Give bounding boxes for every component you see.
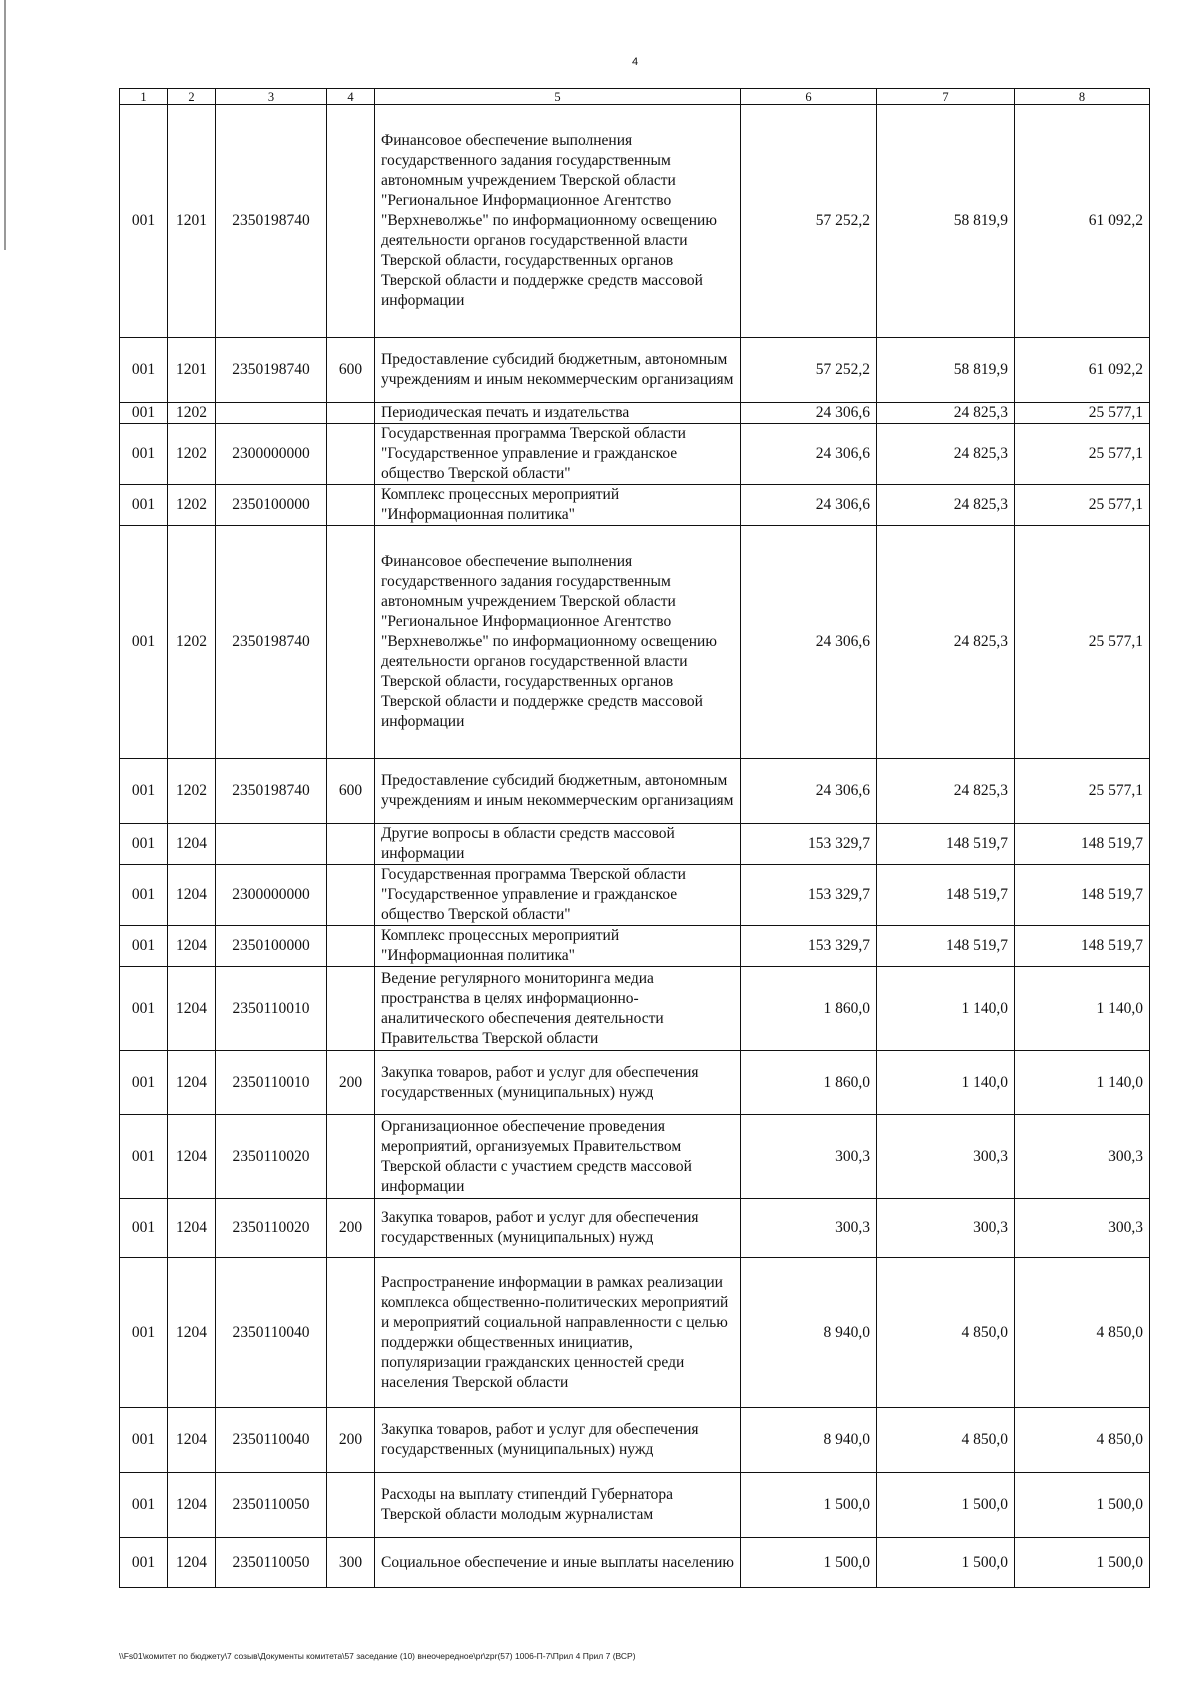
expense-type-code xyxy=(327,1115,375,1199)
table-row xyxy=(120,1115,1150,1199)
table-row xyxy=(120,526,1150,759)
target-article-code: 2300000000 xyxy=(216,424,327,485)
expense-type-code xyxy=(327,926,375,967)
amount-year-3: 61 092,2 xyxy=(1015,105,1150,338)
section-code: 1204 xyxy=(168,865,216,926)
target-article-code: 2350100000 xyxy=(216,926,327,967)
table-row xyxy=(120,338,1150,403)
amount-year-3: 25 577,1 xyxy=(1015,759,1150,824)
amount-year-1: 1 500,0 xyxy=(741,1538,877,1588)
expense-type-code xyxy=(327,865,375,926)
item-description: Социальное обеспечение и иные выплаты населению xyxy=(375,1538,741,1588)
amount-year-3: 1 140,0 xyxy=(1015,1051,1150,1115)
expense-type-code xyxy=(327,824,375,865)
column-number: 6 xyxy=(741,89,877,105)
target-article-code: 2350110010 xyxy=(216,967,327,1051)
amount-year-2: 58 819,9 xyxy=(877,105,1015,338)
ministry-code: 001 xyxy=(120,759,168,824)
target-article-code: 2350110040 xyxy=(216,1258,327,1408)
amount-year-1: 24 306,6 xyxy=(741,403,877,424)
section-code: 1204 xyxy=(168,1538,216,1588)
amount-year-1: 57 252,2 xyxy=(741,338,877,403)
item-description: Ведение регулярного мониторинга медиа пространства в целях информационно-аналитического обеспечения деятельности Правительства Тверской области xyxy=(375,967,741,1051)
section-code: 1204 xyxy=(168,824,216,865)
ministry-code: 001 xyxy=(120,485,168,526)
ministry-code: 001 xyxy=(120,424,168,485)
item-description: Закупка товаров, работ и услуг для обеспечения государственных (муниципальных) нужд xyxy=(375,1051,741,1115)
ministry-code: 001 xyxy=(120,1473,168,1538)
amount-year-2: 24 825,3 xyxy=(877,759,1015,824)
item-description: Предоставление субсидий бюджетным, автономным учреждениям и иным некоммерческим организациям xyxy=(375,338,741,403)
section-code: 1204 xyxy=(168,1199,216,1258)
item-description: Государственная программа Тверской области "Государственное управление и гражданское общество Тверской области" xyxy=(375,865,741,926)
table-row xyxy=(120,403,1150,424)
column-number: 2 xyxy=(168,89,216,105)
table-row xyxy=(120,1408,1150,1473)
table-body xyxy=(120,89,1150,1588)
expense-type-code xyxy=(327,105,375,338)
table-row xyxy=(120,1473,1150,1538)
table-row xyxy=(120,105,1150,338)
expense-type-code xyxy=(327,1258,375,1408)
ministry-code: 001 xyxy=(120,1538,168,1588)
section-code: 1202 xyxy=(168,526,216,759)
table-row xyxy=(120,1051,1150,1115)
section-code: 1202 xyxy=(168,485,216,526)
section-code: 1204 xyxy=(168,1051,216,1115)
amount-year-1: 8 940,0 xyxy=(741,1408,877,1473)
amount-year-3: 4 850,0 xyxy=(1015,1408,1150,1473)
column-number: 5 xyxy=(375,89,741,105)
amount-year-2: 4 850,0 xyxy=(877,1408,1015,1473)
column-number: 8 xyxy=(1015,89,1150,105)
amount-year-1: 300,3 xyxy=(741,1199,877,1258)
ministry-code: 001 xyxy=(120,1051,168,1115)
ministry-code: 001 xyxy=(120,403,168,424)
amount-year-1: 1 500,0 xyxy=(741,1473,877,1538)
amount-year-2: 58 819,9 xyxy=(877,338,1015,403)
section-code: 1204 xyxy=(168,1115,216,1199)
section-code: 1201 xyxy=(168,338,216,403)
expense-type-code xyxy=(327,1473,375,1538)
table-row xyxy=(120,424,1150,485)
target-article-code: 2350110040 xyxy=(216,1408,327,1473)
section-code: 1202 xyxy=(168,759,216,824)
section-code: 1204 xyxy=(168,926,216,967)
amount-year-2: 24 825,3 xyxy=(877,485,1015,526)
amount-year-3: 148 519,7 xyxy=(1015,926,1150,967)
amount-year-3: 61 092,2 xyxy=(1015,338,1150,403)
amount-year-1: 153 329,7 xyxy=(741,824,877,865)
item-description: Периодическая печать и издательства xyxy=(375,403,741,424)
target-article-code: 2350110050 xyxy=(216,1538,327,1588)
target-article-code: 2350110010 xyxy=(216,1051,327,1115)
column-number: 4 xyxy=(327,89,375,105)
scan-edge-line xyxy=(4,0,6,250)
amount-year-3: 1 500,0 xyxy=(1015,1473,1150,1538)
amount-year-3: 25 577,1 xyxy=(1015,526,1150,759)
amount-year-3: 300,3 xyxy=(1015,1115,1150,1199)
target-article-code: 2350198740 xyxy=(216,759,327,824)
section-code: 1204 xyxy=(168,1408,216,1473)
section-code: 1202 xyxy=(168,403,216,424)
amount-year-1: 24 306,6 xyxy=(741,759,877,824)
amount-year-1: 8 940,0 xyxy=(741,1258,877,1408)
ministry-code: 001 xyxy=(120,1408,168,1473)
amount-year-2: 24 825,3 xyxy=(877,526,1015,759)
target-article-code: 2350110020 xyxy=(216,1115,327,1199)
section-code: 1202 xyxy=(168,424,216,485)
amount-year-3: 148 519,7 xyxy=(1015,824,1150,865)
amount-year-3: 25 577,1 xyxy=(1015,424,1150,485)
amount-year-2: 148 519,7 xyxy=(877,926,1015,967)
page-number: 4 xyxy=(631,56,639,68)
column-number-row xyxy=(120,89,1150,105)
expense-type-code xyxy=(327,526,375,759)
expense-type-code: 600 xyxy=(327,759,375,824)
table-row xyxy=(120,759,1150,824)
amount-year-2: 24 825,3 xyxy=(877,424,1015,485)
target-article-code: 2300000000 xyxy=(216,865,327,926)
expense-type-code xyxy=(327,485,375,526)
section-code: 1204 xyxy=(168,967,216,1051)
ministry-code: 001 xyxy=(120,1199,168,1258)
ministry-code: 001 xyxy=(120,865,168,926)
expense-type-code: 300 xyxy=(327,1538,375,1588)
table-row xyxy=(120,865,1150,926)
amount-year-3: 1 500,0 xyxy=(1015,1538,1150,1588)
file-path-footer: \\Fs01\комитет по бюджету\7 созыв\Документы комитета\57 заседание (10) внеочередное\pr\zpr(57) 1006-П-7\Прил 4 Прил 7 (ВСР) xyxy=(119,1651,636,1661)
amount-year-2: 148 519,7 xyxy=(877,865,1015,926)
table-row xyxy=(120,1258,1150,1408)
ministry-code: 001 xyxy=(120,1258,168,1408)
amount-year-1: 57 252,2 xyxy=(741,105,877,338)
target-article-code: 2350198740 xyxy=(216,338,327,403)
expense-type-code: 200 xyxy=(327,1408,375,1473)
item-description: Государственная программа Тверской области "Государственное управление и гражданское общество Тверской области" xyxy=(375,424,741,485)
item-description: Комплекс процессных мероприятий "Информационная политика" xyxy=(375,485,741,526)
amount-year-3: 148 519,7 xyxy=(1015,865,1150,926)
target-article-code xyxy=(216,824,327,865)
table-row xyxy=(120,824,1150,865)
item-description: Организационное обеспечение проведения мероприятий, организуемых Правительством Тверской области с участием средств массовой информации xyxy=(375,1115,741,1199)
table-row xyxy=(120,967,1150,1051)
amount-year-2: 4 850,0 xyxy=(877,1258,1015,1408)
ministry-code: 001 xyxy=(120,1115,168,1199)
target-article-code: 2350110020 xyxy=(216,1199,327,1258)
target-article-code: 2350198740 xyxy=(216,105,327,338)
amount-year-2: 300,3 xyxy=(877,1199,1015,1258)
amount-year-3: 25 577,1 xyxy=(1015,485,1150,526)
amount-year-3: 4 850,0 xyxy=(1015,1258,1150,1408)
ministry-code: 001 xyxy=(120,105,168,338)
item-description: Другие вопросы в области средств массовой информации xyxy=(375,824,741,865)
expense-type-code xyxy=(327,424,375,485)
ministry-code: 001 xyxy=(120,526,168,759)
amount-year-2: 300,3 xyxy=(877,1115,1015,1199)
amount-year-1: 24 306,6 xyxy=(741,526,877,759)
amount-year-1: 300,3 xyxy=(741,1115,877,1199)
amount-year-1: 153 329,7 xyxy=(741,865,877,926)
expense-type-code: 600 xyxy=(327,338,375,403)
amount-year-2: 1 500,0 xyxy=(877,1473,1015,1538)
item-description: Закупка товаров, работ и услуг для обеспечения государственных (муниципальных) нужд xyxy=(375,1199,741,1258)
amount-year-2: 1 500,0 xyxy=(877,1538,1015,1588)
ministry-code: 001 xyxy=(120,926,168,967)
target-article-code: 2350100000 xyxy=(216,485,327,526)
section-code: 1204 xyxy=(168,1473,216,1538)
ministry-code: 001 xyxy=(120,824,168,865)
amount-year-1: 1 860,0 xyxy=(741,1051,877,1115)
amount-year-1: 153 329,7 xyxy=(741,926,877,967)
amount-year-2: 148 519,7 xyxy=(877,824,1015,865)
column-number: 1 xyxy=(120,89,168,105)
target-article-code: 2350198740 xyxy=(216,526,327,759)
amount-year-3: 300,3 xyxy=(1015,1199,1150,1258)
amount-year-2: 1 140,0 xyxy=(877,1051,1015,1115)
table-row xyxy=(120,485,1150,526)
table-row xyxy=(120,1538,1150,1588)
column-number: 7 xyxy=(877,89,1015,105)
amount-year-2: 24 825,3 xyxy=(877,403,1015,424)
item-description: Закупка товаров, работ и услуг для обеспечения государственных (муниципальных) нужд xyxy=(375,1408,741,1473)
item-description: Финансовое обеспечение выполнения государственного задания государственным автономным учреждением Тверской области "Региональное Информационное Агентство "Верхневолжье" по информационному освещению деятельности органов государственной власти Тверской области, государственных органов Тверской области и поддержке средств массовой информации xyxy=(375,526,741,759)
section-code: 1204 xyxy=(168,1258,216,1408)
expense-type-code xyxy=(327,967,375,1051)
amount-year-3: 1 140,0 xyxy=(1015,967,1150,1051)
table-row xyxy=(120,1199,1150,1258)
expense-type-code xyxy=(327,403,375,424)
amount-year-3: 25 577,1 xyxy=(1015,403,1150,424)
amount-year-2: 1 140,0 xyxy=(877,967,1015,1051)
item-description: Финансовое обеспечение выполнения государственного задания государственным автономным учреждением Тверской области "Региональное Информационное Агентство "Верхневолжье" по информационному освещению деятельности органов государственной власти Тверской области, государственных органов Тверской области и поддержке средств массовой информации xyxy=(375,105,741,338)
amount-year-1: 1 860,0 xyxy=(741,967,877,1051)
target-article-code: 2350110050 xyxy=(216,1473,327,1538)
section-code: 1201 xyxy=(168,105,216,338)
expense-type-code: 200 xyxy=(327,1199,375,1258)
expense-type-code: 200 xyxy=(327,1051,375,1115)
budget-table xyxy=(119,88,1150,1588)
target-article-code xyxy=(216,403,327,424)
item-description: Распространение информации в рамках реализации комплекса общественно-политических мероприятий и мероприятий социальной направленности с целью поддержки общественных инициатив, популяризации гражданских ценностей среди населения Тверской области xyxy=(375,1258,741,1408)
item-description: Предоставление субсидий бюджетным, автономным учреждениям и иным некоммерческим организациям xyxy=(375,759,741,824)
amount-year-1: 24 306,6 xyxy=(741,485,877,526)
amount-year-1: 24 306,6 xyxy=(741,424,877,485)
item-description: Расходы на выплату стипендий Губернатора Тверской области молодым журналистам xyxy=(375,1473,741,1538)
ministry-code: 001 xyxy=(120,967,168,1051)
item-description: Комплекс процессных мероприятий "Информационная политика" xyxy=(375,926,741,967)
ministry-code: 001 xyxy=(120,338,168,403)
table-row xyxy=(120,926,1150,967)
column-number: 3 xyxy=(216,89,327,105)
